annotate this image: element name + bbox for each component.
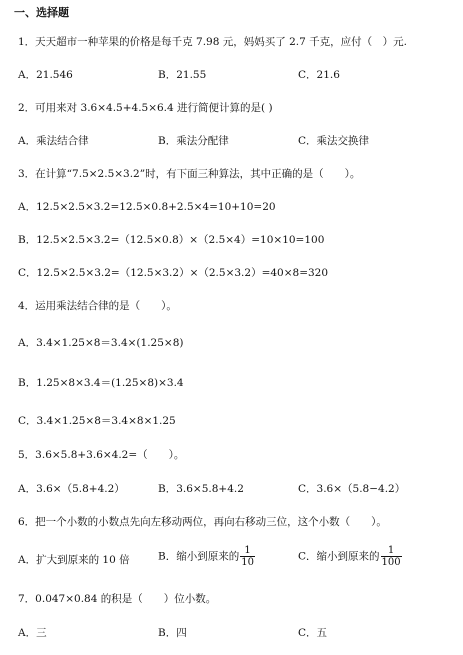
q7-option-a[interactable]: A．三 [18,627,47,639]
q2-option-b[interactable]: B．乘法分配律 [158,135,229,147]
question-1-stem: 1．天天超市一种苹果的价格是每千克 7.98 元，妈妈买了 2.7 千克，应付（ ）元. [18,36,407,48]
q5-option-a[interactable]: A．3.6×（5.8+4.2） [18,483,125,495]
q5-option-c[interactable]: C．3.6×（5.8−4.2） [298,483,406,495]
fraction-denominator: 100 [381,557,401,568]
q6-option-c[interactable] [298,545,402,568]
q2-option-c[interactable]: C．乘法交换律 [298,135,370,147]
question-2-stem: 2．可用来对 3.6×4.5+4.5×6.4 进行简便计算的是( ) [18,102,273,114]
q4-option-a[interactable]: A．3.4×1.25×8＝3.4×(1.25×8) [18,337,184,349]
q1-option-b[interactable]: B．21.55 [158,69,207,81]
q3-option-c[interactable]: C．12.5×2.5×3.2=（12.5×3.2）×（2.5×3.2）=40×8=320 [18,267,329,279]
fraction-numerator: 1 [381,545,402,557]
q1-option-c[interactable]: C．21.6 [298,69,340,81]
q7-option-b[interactable]: B．四 [158,627,187,639]
q6-option-b-label: B．缩小到原来的 [158,550,240,563]
q4-option-b[interactable]: B．1.25×8×3.4＝(1.25×8)×3.4 [18,377,184,389]
question-6-stem: 6．把一个小数的小数点先向左移动两位，再向右移动三位，这个小数（ ）。 [18,516,387,528]
section-title: 一、选择题 [14,6,69,19]
q6-option-c-label: C．缩小到原来的 [298,550,380,563]
q6-option-a[interactable]: A．扩大到原来的 10 倍 [18,554,130,566]
q6-option-b-fraction [240,545,255,568]
q2-option-a[interactable]: A．乘法结合律 [18,135,89,147]
q6-option-c-fraction [381,545,402,568]
question-7-stem: 7．0.047×0.84 的积是（ ）位小数。 [18,593,217,605]
q6-option-b[interactable] [158,545,255,568]
q5-option-b[interactable]: B．3.6×5.8+4.2 [158,483,244,495]
question-3-stem: 3．在计算“7.5×2.5×3.2”时，有下面三种算法，其中正确的是（ ）。 [18,168,361,180]
q7-option-c[interactable]: C．五 [298,627,328,639]
question-5-stem: 5．3.6×5.8+3.6×4.2=（ ）。 [18,449,185,461]
q3-option-b[interactable]: B．12.5×2.5×3.2=（12.5×0.8）×（2.5×4）=10×10=100 [18,234,325,246]
q4-option-c[interactable]: C．3.4×1.25×8＝3.4×8×1.25 [18,415,176,427]
question-4-stem: 4．运用乘法结合律的是（ ）。 [18,300,177,312]
fraction-denominator: 10 [241,557,254,568]
q3-option-a[interactable]: A．12.5×2.5×3.2=12.5×0.8+2.5×4=10+10=20 [18,201,276,213]
q1-option-a[interactable]: A．21.546 [18,69,73,81]
fraction-numerator: 1 [240,545,255,557]
